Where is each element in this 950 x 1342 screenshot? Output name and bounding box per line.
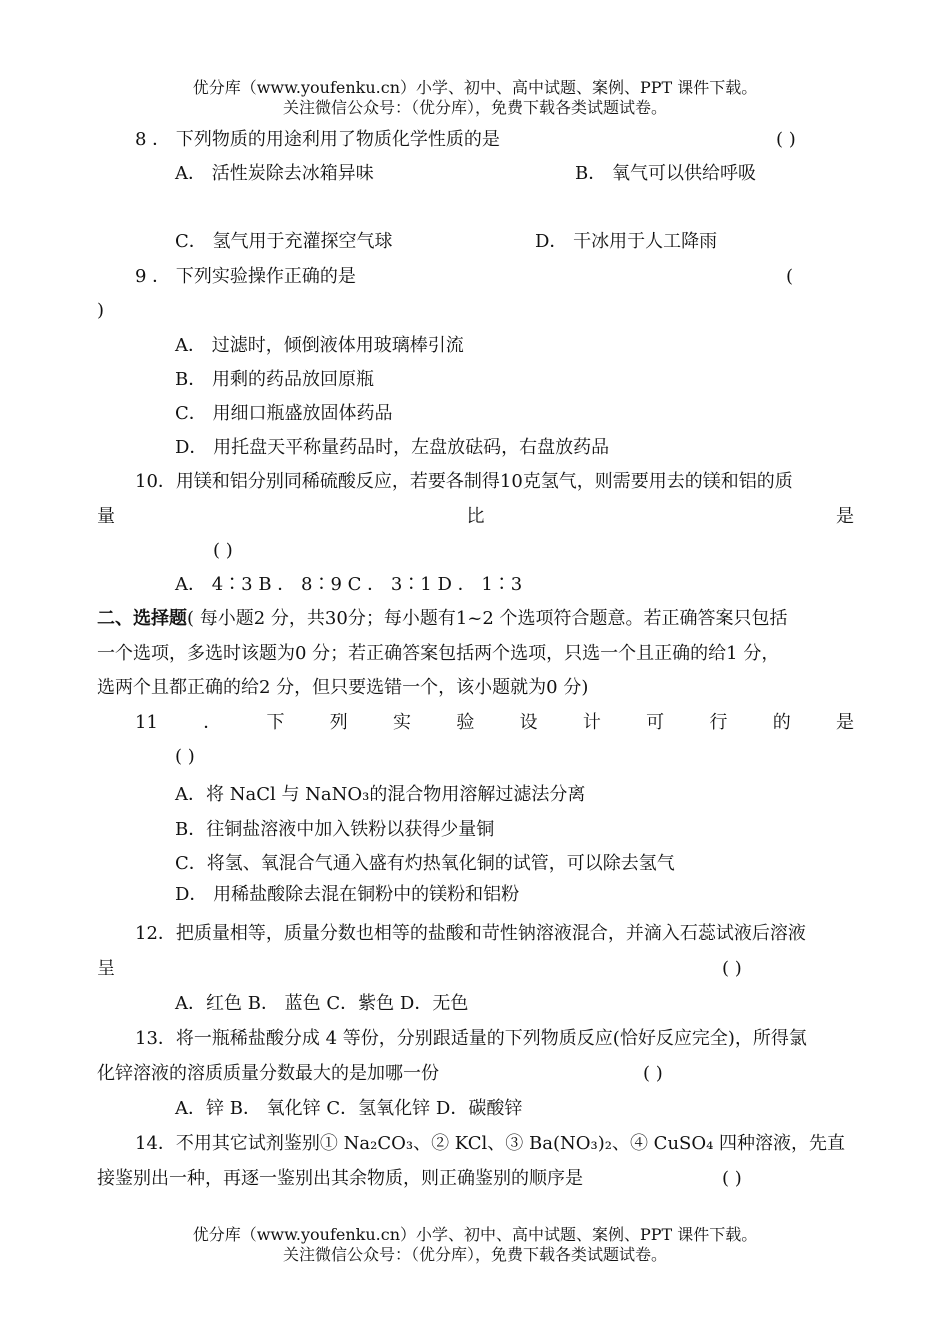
q14-stem-2: 接鉴别出一种，再逐一鉴别出其余物质，则正确鉴别的顺序是 (97, 1168, 583, 1189)
q11-char: 验 (456, 712, 475, 733)
q9-paren-open: ( (786, 266, 794, 287)
q11-answer-paren: ( ) (175, 746, 195, 767)
q9-option-d: D． 用托盘天平称量药品时，左盘放砝码，右盘放药品 (175, 437, 610, 458)
q9-option-a: A． 过滤时，倾倒液体用玻璃棒引流 (175, 335, 464, 356)
q13-answer-paren: ( ) (643, 1063, 663, 1084)
q8-option-a: A． 活性炭除去冰箱异味 (175, 163, 374, 184)
q8-answer-paren: ( ) (776, 129, 796, 150)
section-2-title: 二、选择题 (97, 608, 187, 629)
section-2-desc-1: ( 每小题2 分，共30分；每小题有1~2 个选项符合题意。若正确答案只包括 (187, 608, 788, 629)
footer-line-1: 优分库（www.youfenku.cn）小学、初中、高中试题、案例、PPT 课件下载。 (192, 1225, 758, 1244)
q8-option-d: D． 干冰用于人工降雨 (535, 231, 718, 252)
q11-char: 列 (329, 712, 348, 733)
q10-options: A． 4∶3 B ． 8∶9 C ． 3∶1 D ． 1∶3 (175, 574, 523, 595)
q11-option-b: B．往铜盐溶液中加入铁粉以获得少量铜 (175, 819, 495, 840)
q11-stem (135, 711, 854, 735)
q11-char: 下 (266, 712, 285, 733)
q11-char: 计 (582, 712, 601, 733)
q11-char: 11 (135, 712, 158, 733)
q11-char: 行 (709, 712, 728, 733)
q9-option-c: C． 用细口瓶盛放固体药品 (175, 403, 393, 424)
q11-char: 的 (772, 712, 791, 733)
q8-stem: 8 ． 下列物质的用途利用了物质化学性质的是 (135, 129, 500, 150)
header-line-1: 优分库（www.youfenku.cn）小学、初中、高中试题、案例、PPT 课件下载。 (192, 78, 758, 97)
q11-char: 实 (393, 712, 412, 733)
section-2-heading (97, 607, 788, 631)
q10-word-3: 是 (836, 506, 854, 527)
q11-char: ． (203, 712, 222, 733)
q11-char: 是 (836, 712, 854, 733)
q10-stem: 10．用镁和铝分别同稀硫酸反应，若要各制得10克氢气，则需要用去的镁和铝的质 (135, 471, 793, 492)
q10-word-1: 量 (97, 506, 115, 527)
q9-paren-close: ) (97, 300, 105, 321)
q13-stem-1: 13．将一瓶稀盐酸分成 4 等份，分别跟适量的下列物质反应(恰好反应完全)，所得氯 (135, 1028, 807, 1049)
q12-options: A．红色 B． 蓝色 C．紫色 D．无色 (175, 993, 469, 1014)
q12-stem-2: 呈 (97, 958, 115, 979)
q13-options: A．锌 B． 氧化锌 C．氢氧化锌 D．碳酸锌 (175, 1098, 523, 1119)
q12-answer-paren: ( ) (722, 958, 742, 979)
q10-stem-continued (97, 505, 854, 529)
q11-option-a: A．将 NaCl 与 NaNO₃的混合物用溶解过滤法分离 (175, 784, 586, 805)
q11-char: 可 (646, 712, 665, 733)
q9-stem: 9 ． 下列实验操作正确的是 (135, 266, 356, 287)
q13-stem-2: 化锌溶液的溶质质量分数最大的是加哪一份 (97, 1063, 439, 1084)
q14-stem-1: 14．不用其它试剂鉴别① Na₂CO₃、② KCl、③ Ba(NO₃)₂、④ CuSO₄ 四种溶液，先直 (135, 1133, 846, 1154)
q8-option-b: B． 氧气可以供给呼吸 (575, 163, 756, 184)
q14-answer-paren: ( ) (722, 1168, 742, 1189)
header-line-2: 关注微信公众号：（优分库），免费下载各类试题试卷。 (282, 98, 667, 117)
q9-option-b: B． 用剩的药品放回原瓶 (175, 369, 374, 390)
section-2-desc-3: 选两个且都正确的给2 分，但只要选错一个，该小题就为0 分) (97, 677, 589, 698)
footer-line-2: 关注微信公众号：（优分库），免费下载各类试题试卷。 (282, 1245, 667, 1264)
q10-answer-paren: ( ) (213, 540, 233, 561)
section-2-desc-2: 一个选项，多选时该题为0 分；若正确答案包括两个选项，只选一个且正确的给1 分， (97, 643, 780, 664)
q11-option-d: D． 用稀盐酸除去混在铜粉中的镁粉和铝粉 (175, 884, 520, 905)
q11-char: 设 (519, 712, 538, 733)
q8-option-c: C． 氢气用于充灌探空气球 (175, 231, 393, 252)
q11-option-c: C．将氢、氧混合气通入盛有灼热氧化铜的试管，可以除去氢气 (175, 853, 675, 874)
q12-stem-1: 12．把质量相等，质量分数也相等的盐酸和苛性钠溶液混合，并滴入石蕊试液后溶液 (135, 923, 806, 944)
q10-word-2: 比 (466, 506, 485, 527)
